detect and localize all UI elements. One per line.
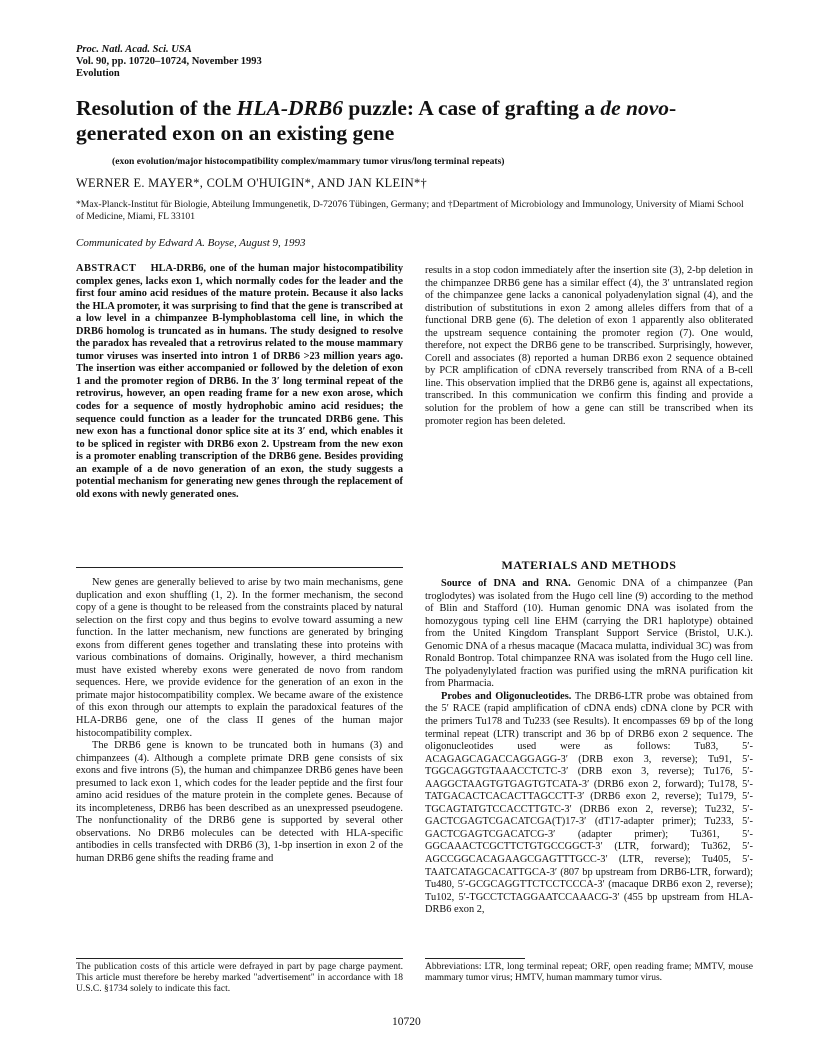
title-part: Resolution of the bbox=[76, 96, 237, 120]
intro-paragraph-1: New genes are generally believed to arise by two main mechanisms, gene duplication and exon shuffling (1, 2). In the former mechanism, the second copy of a gene is thought to be released from the constraints placed by natural selection on the first copy and thus begins to evolve toward assuming a new function. In the latter mechanism, new functions are generated by bringing exons from different genes together and translating these into proteins with various combinations of domains. Originally, however, a third mechanism must have existed whereby exons were generated de novo from random sequences. Here, we provide evidence for the generation of an exon in the primate major histocompatibility complex. We became aware of the existence of this exon through our attempts to explain the paradoxical features of the HLA-DRB6 gene, one of the class II genes of the human major histocompatibility complex. bbox=[76, 577, 403, 739]
abstract-text: HLA-DRB6, one of the human major histocompatibility complex genes, lacks exon 1, which normally codes for the leader and the first four amino acid residues of the mature protein. Because it also lacks the HLA promoter, it was surprising to find that the gene is transcribed at a low level in a chimpanzee B-lymphoblastoma cell line, in which the DRB6 homolog is truncated as in humans. The study designed to resolve the paradox has revealed that a retrovirus related to the mouse mammary tumor viruses was inserted into intron 1 of DRB6 >23 million years ago. The insertion was either accompanied or followed by the deletion of exon 1 and the promoter region of DRB6. In the 3′ long terminal repeat of the retrovirus, however, an open reading frame for a new exon arose, which codes for a sequence of mostly hydrophobic amino acid residues; the sequence could function as a leader for the truncated DRB6 gene. This new exon has a functional donor splice site at its 3′ end, which enables it to be spliced in register with DRB6 exon 2. Upstream from the new exon is a promoter enabling transcription of the DRB6 gene. Besides providing an example of a de novo generation of an exon, the study suggests a potential mechanism for generating new genes through the replacement of old exons with newly generated ones. bbox=[76, 263, 403, 500]
journal-volume: Vol. 90, pp. 10720–10724, November 1993 bbox=[76, 56, 262, 67]
article-title bbox=[76, 96, 756, 146]
journal-header bbox=[76, 44, 262, 80]
affiliation: *Max-Planck-Institut für Biologie, Abteilung Immungenetik, D-72076 Tübingen, Germany; and †Department of Microbiology and Immunology, University of Miami School of Medicine, Miami, FL 33101 bbox=[76, 199, 744, 222]
title-part: -generated exon on an existing gene bbox=[76, 96, 677, 145]
methods-heading: MATERIALS AND METHODS bbox=[501, 558, 677, 572]
title-denovo: de novo bbox=[600, 96, 670, 120]
abstract-divider bbox=[76, 567, 403, 568]
intro-paragraph-2: The DRB6 gene is known to be truncated both in humans (3) and chimpanzees (4). Although a complete primate DRB gene consists of six exons and five introns (5), the human and chimpanzee DRB6 genes have been presumed to lack exon 1, which codes for the leader peptide and the first four amino acid residues of the mature protein in the complete genes. Because of its incompleteness, DRB6 has been described as an unexpressed pseudogene. The nonfunctionality of the DRB6 gene is supported by several other observations. No DRB6 molecules can be detected with HLA-specific antibodies in cells transfected with DRB6 (3), 1-bp insertion in exon 2 of the human DRB6 gene shifts the reading frame and bbox=[76, 740, 403, 865]
intro-right-column bbox=[425, 265, 753, 428]
methods-subhead-dna: Source of DNA and RNA. bbox=[441, 578, 571, 589]
methods-paragraph-1: Genomic DNA of a chimpanzee (Pan troglodytes) was isolated from the Hugo cell line (9) according to the method of Blin and Stafford (10). Human genomic DNA was isolated from the homozygous typing cell line EHM (carrying the DR1 haplotype) obtained from the United Kingdom Transplant Support Service (Bristol, U.K.). Genomic DNA of a rhesus macaque (Macaca mulatta, individual 3C) was from Ronald Bontrop. Total chimpanzee RNA was isolated from the Hugo cell line. The polyadenylylated fraction was purified using the mRNA purification kit from Pharmacia. bbox=[425, 578, 753, 690]
abstract bbox=[76, 263, 403, 501]
communicated-by: Communicated by Edward A. Boyse, August 9, 1993 bbox=[76, 237, 306, 249]
footnote-divider-left bbox=[76, 958, 403, 959]
footnote-abbreviations: Abbreviations: LTR, long terminal repeat; ORF, open reading frame; MMTV, mouse mammary tumor virus; HMTV, human mammary tumor virus. bbox=[425, 962, 753, 984]
title-part: puzzle: A case of grafting a bbox=[342, 96, 601, 120]
abstract-label: ABSTRACT bbox=[76, 263, 137, 274]
journal-name: Proc. Natl. Acad. Sci. USA bbox=[76, 44, 192, 55]
page-number: 10720 bbox=[392, 1016, 421, 1028]
methods-subhead-probes: Probes and Oligonucleotides. bbox=[441, 690, 572, 702]
footnote-publication-costs: The publication costs of this article were defrayed in part by page charge payment. This article must therefore be hereby marked "advertisement" in accordance with 18 U.S.C. §1734 solely to indicate this fact. bbox=[76, 962, 403, 995]
methods-paragraph-2: The DRB6-LTR probe was obtained from the 5′ RACE (rapid amplification of cDNA ends) cDNA clone by PCR with the primers Tu178 and Tu233 (see Results). It encompasses 69 bp of the long terminal repeat (LTR) transcript and 36 bp of DRB6 exon 2 sequence. The oligonucleotides used were as follows: Tu83, 5′-ACAGAGCAGACCAGGAGG-3′ (DRB exon 3, reverse); Tu91, 5′-TGGCAGGTGTAAACCTCTC-3′ (DRB exon 3, reverse); Tu176, 5′-AAGGCTAAGTGTGAGTGTCATA-3′ (DRB6 exon 2, forward); Tu178, 5′-TATGACACTCACACTTAGCCTT-3′ (DRB6 exon 2, reverse); Tu179, 5′-TGCAGTATGTCCACCTTGTC-3′ (DRB6 exon 2, reverse); Tu232, 5′-GACTCGAGTCGACATCGA(T)17-3′ (dT17-adapter primer); Tu233, 5′-GACTCGAGTCGACATCG-3′ (adapter primer); Tu361, 5′-GGCAAACTCGCTTCTGTGCCGGCT-3′ (LTR, forward); Tu362, 5′-AGCCGGCACAGAAGCGAGTTTGCC-3′ (LTR, reverse); Tu405, 5′-TAATCATAGCACATTGCA-3′ (807 bp upstream from DRB6-LTR, forward); Tu480, 5′-GCGCAGGTTCTCCTCCCA-3′ (macaque DRB6 exon 2, reverse); Tu102, 5′-TGCCTCTAGGAATCCAAACG-3′ (455 bp upstream from HLA-DRB6 exon 2, bbox=[425, 690, 754, 916]
journal-section: Evolution bbox=[76, 68, 120, 79]
keywords: (exon evolution/major histocompatibility complex/mammary tumor virus/long terminal repeats) bbox=[112, 156, 505, 167]
title-gene: HLA-DRB6 bbox=[236, 96, 343, 120]
footnote-divider-right bbox=[425, 958, 525, 959]
intro-left-column bbox=[76, 577, 403, 866]
authors: WERNER E. MAYER*, COLM O'HUIGIN*, AND JAN KLEIN*† bbox=[76, 176, 428, 190]
methods-column bbox=[425, 578, 753, 917]
intro-paragraph-3: results in a stop codon immediately after the insertion site (3), 2-bp deletion in the chimpanzee DRB6 gene has a similar effect (4), the 3′ untranslated region of the chimpanzee gene lacks a canonical polyadenylation signal (4), and the distribution of substitutions in exon 2 among alleles differs from that of a functional DRB gene (6). The deletion of exon 1 apparently also obliterated the upstream sequence containing the promoter region (7). One would, therefore, not expect the DRB6 gene to be transcribed. Surprisingly, however, Corell and associates (8) reported a human DRB6 exon 2 sequence obtained by PCR amplification of cDNA reversely transcribed from RNA of a B-cell line. This observation implied that the DRB6 gene is, against all expectations, transcribed. In this communication we confirm this finding and provide a solution for the problem of how a gene can still be transcribed when its promoter region has been deleted. bbox=[425, 265, 753, 427]
